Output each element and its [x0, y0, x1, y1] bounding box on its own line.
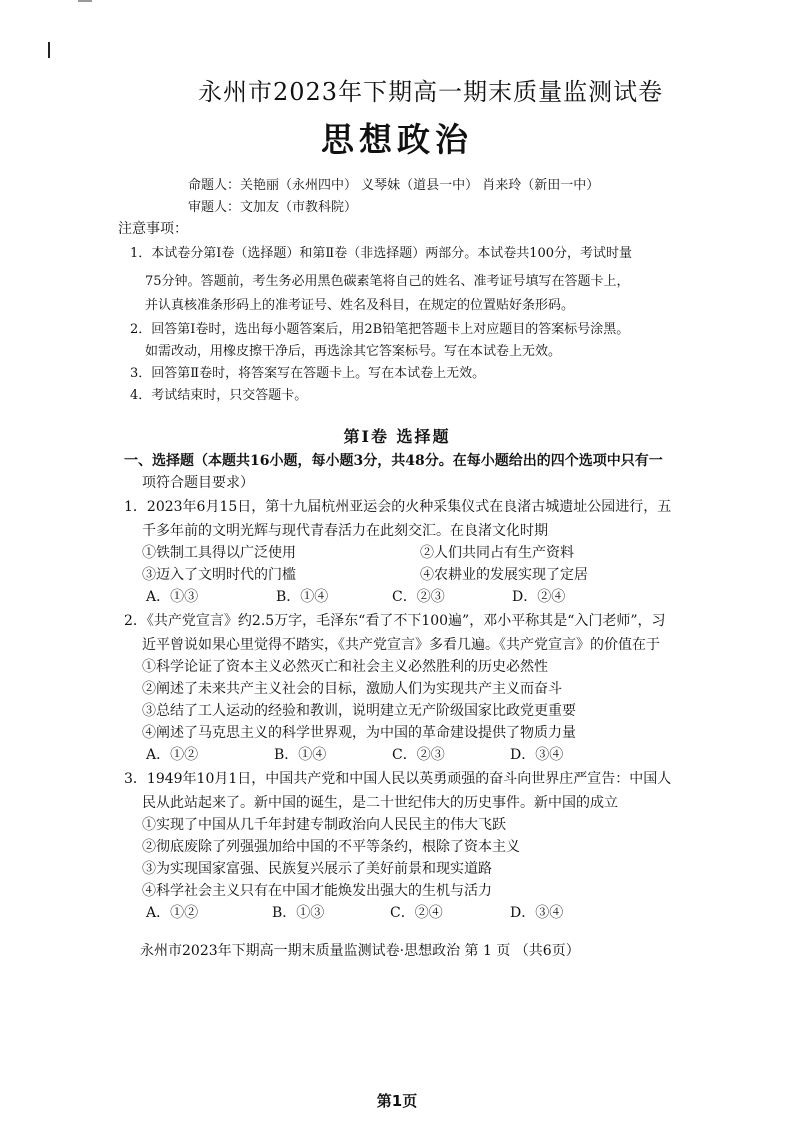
question-3-option: ③为实现国家富强、民族复兴展示了美好前景和现实道路	[142, 861, 492, 877]
question-1-option: ④农耕业的发展实现了定居	[420, 567, 588, 583]
question-3-stem: 民从此站起来了。新中国的诞生，是二十世纪伟大的历史事件。新中国的成立	[142, 795, 618, 811]
scan-mark	[78, 0, 92, 2]
question-3-option: ①实现了中国从几千年封建专制政治向人民民主的伟大飞跃	[142, 817, 506, 833]
notice-line: 1．本试卷分第Ⅰ卷（选择题）和第Ⅱ卷（非选择题）两部分。本试卷共100分，考试时量	[130, 246, 633, 261]
question-2-option: ②阐述了未来共产主义社会的目标，激励人们为实现共产主义而奋斗	[142, 681, 562, 697]
notice-line: 并认真核准条形码上的准考证号、姓名及科目，在规定的位置贴好条形码。	[145, 298, 575, 313]
question-1-stem: 千多年前的文明光辉与现代青春活力在此刻交汇。在良渚文化时期	[142, 523, 548, 539]
exam-title: 永州市2023年下期高一期末质量监测试卷	[198, 78, 664, 106]
reviewer-line: 审题人：文加友（市教科院）	[188, 200, 358, 215]
question-3-stem: 3．1949年10月1日，中国共产党和中国人民以英勇顽强的奋斗向世界庄严宣告：中国人	[124, 771, 672, 787]
notice-title: 注意事项：	[118, 221, 188, 237]
question-1-answer: A．①③	[146, 589, 199, 605]
page-footer: 永州市2023年下期高一期末质量监测试卷·思想政治 第 1 页 （共6页）	[140, 943, 580, 959]
section-title: 第Ⅰ卷 选择题	[343, 427, 451, 446]
section-heading: 一、选择题（本题共16小题，每小题3分，共48分。在每小题给出的四个选项中只有一	[124, 453, 663, 469]
notice-line: 2．回答第Ⅰ卷时，选出每小题答案后，用2B铅笔把答题卡上对应题目的答案标号涂黑。	[130, 322, 630, 337]
question-2-answer: A．①②	[146, 747, 199, 763]
question-2-option: ④阐述了马克思主义的科学世界观，为中国的革命建设提供了物质力量	[142, 725, 576, 741]
notice-line: 如需改动，用橡皮擦干净后，再选涂其它答案标号。写在本试卷上无效。	[145, 344, 562, 359]
scan-mark	[48, 42, 50, 58]
question-3-option: ④科学社会主义只有在中国才能焕发出强大的生机与活力	[142, 883, 492, 899]
question-1-stem: 1．2023年6月15日，第十九届杭州亚运会的火种采集仪式在良渚古城遗址公园进行，五	[124, 499, 672, 515]
question-2-stem: 近平曾说如果心里觉得不踏实，《共产党宣言》多看几遍。《共产党宣言》的价值在于	[142, 637, 660, 653]
question-3-answer: B．①③	[272, 905, 325, 921]
question-3-option: ②彻底废除了列强强加给中国的不平等条约，根除了资本主义	[142, 839, 520, 855]
question-1-answer: C．②③	[392, 589, 445, 605]
question-3-answer: D．③④	[510, 905, 564, 921]
question-2-stem: 2．《共产党宣言》约2.5万字，毛泽东“看了不下100遍”，邓小平称其是“入门老师”，习	[124, 613, 666, 629]
page-number: 第1页	[376, 1092, 418, 1110]
question-1-answer: B．①④	[276, 589, 329, 605]
question-1-option: ②人们共同占有生产资料	[420, 545, 574, 561]
question-1-option: ①铁制工具得以广泛使用	[142, 545, 296, 561]
question-2-option: ①科学论证了资本主义必然灭亡和社会主义必然胜利的历史必然性	[142, 659, 548, 675]
question-2-answer: D．③④	[510, 747, 564, 763]
question-2-answer: C．②③	[392, 747, 445, 763]
section-heading: 项符合题目要求）	[142, 475, 254, 491]
question-3-answer: A．①②	[146, 905, 199, 921]
notice-line: 75分钟。答题前，考生务必用黑色碳素笔将自己的姓名、准考证号填写在答题卡上，	[145, 274, 630, 289]
authors-line: 命题人：关艳丽（永州四中） 义琴妹（道县一中） 肖来玲（新田一中）	[188, 178, 600, 193]
subject-title: 思想政治	[321, 120, 473, 159]
notice-line: 3．回答第Ⅱ卷时，将答案写在答题卡上。写在本试卷上无效。	[130, 366, 486, 381]
question-1-answer: D．②④	[512, 589, 566, 605]
question-2-option: ③总结了工人运动的经验和教训，说明建立无产阶级国家比政党更重要	[142, 703, 576, 719]
question-3-answer: C．②④	[390, 905, 443, 921]
question-1-option: ③迈入了文明时代的门槛	[142, 567, 296, 583]
question-2-answer: B．①④	[274, 747, 327, 763]
notice-line: 4．考试结束时，只交答题卡。	[130, 388, 308, 403]
